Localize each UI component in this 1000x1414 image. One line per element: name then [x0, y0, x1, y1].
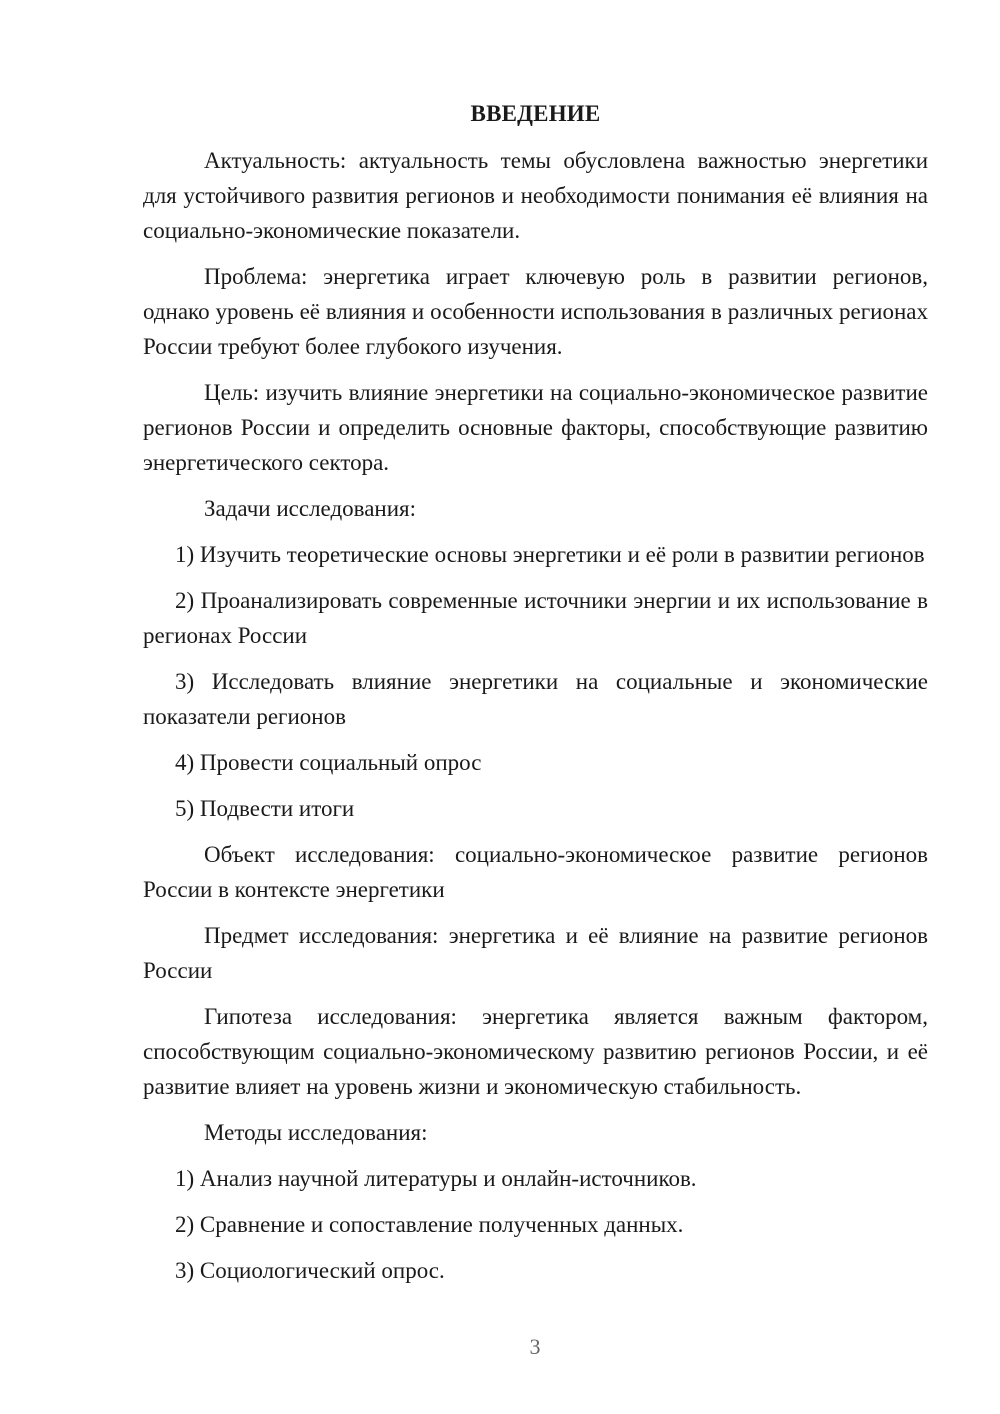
task-item-5: 5) Подвести итоги	[175, 796, 355, 821]
task-item-1: 1) Изучить теоретические основы энергетики и её роли в развитии регионов	[175, 542, 925, 567]
method-item-1: 1) Анализ научной литературы и онлайн-источников.	[175, 1166, 697, 1191]
page-content	[143, 96, 928, 1299]
task-item-2: 2) Проанализировать современные источники энергии и их использование в регионах России	[143, 588, 928, 648]
methods-heading: Методы исследования:	[204, 1120, 428, 1145]
problem-paragraph: Проблема: энергетика играет ключевую роль в развитии регионов, однако уровень её влияния и особенности использования в различных регионах России требуют более глубокого изучения.	[143, 264, 928, 359]
method-item-3: 3) Социологический опрос.	[175, 1258, 445, 1283]
subject-paragraph: Предмет исследования: энергетика и её влияние на развитие регионов России	[143, 923, 928, 983]
goal-paragraph: Цель: изучить влияние энергетики на социально-экономическое развитие регионов России и определить основные факторы, способствующие развитию энергетического сектора.	[143, 380, 928, 475]
page-title: ВВЕДЕНИЕ	[470, 101, 601, 126]
relevance-paragraph: Актуальность: актуальность темы обусловлена важностью энергетики для устойчивого развития регионов и необходимости понимания её влияния на социально-экономические показатели.	[143, 148, 928, 243]
task-item-3: 3) Исследовать влияние энергетики на социальные и экономические показатели регионов	[143, 669, 928, 729]
task-item-4: 4) Провести социальный опрос	[175, 750, 482, 775]
tasks-heading: Задачи исследования:	[204, 496, 417, 521]
page-number: 3	[529, 1334, 541, 1359]
hypothesis-paragraph: Гипотеза исследования: энергетика является важным фактором, способствующим социально-экономическому развитию регионов России, и её развитие влияет на уровень жизни и экономическую стабильность.	[143, 1004, 928, 1099]
method-item-2: 2) Сравнение и сопоставление полученных данных.	[175, 1212, 684, 1237]
object-paragraph: Объект исследования: социально-экономическое развитие регионов России в контексте энергетики	[143, 842, 928, 902]
